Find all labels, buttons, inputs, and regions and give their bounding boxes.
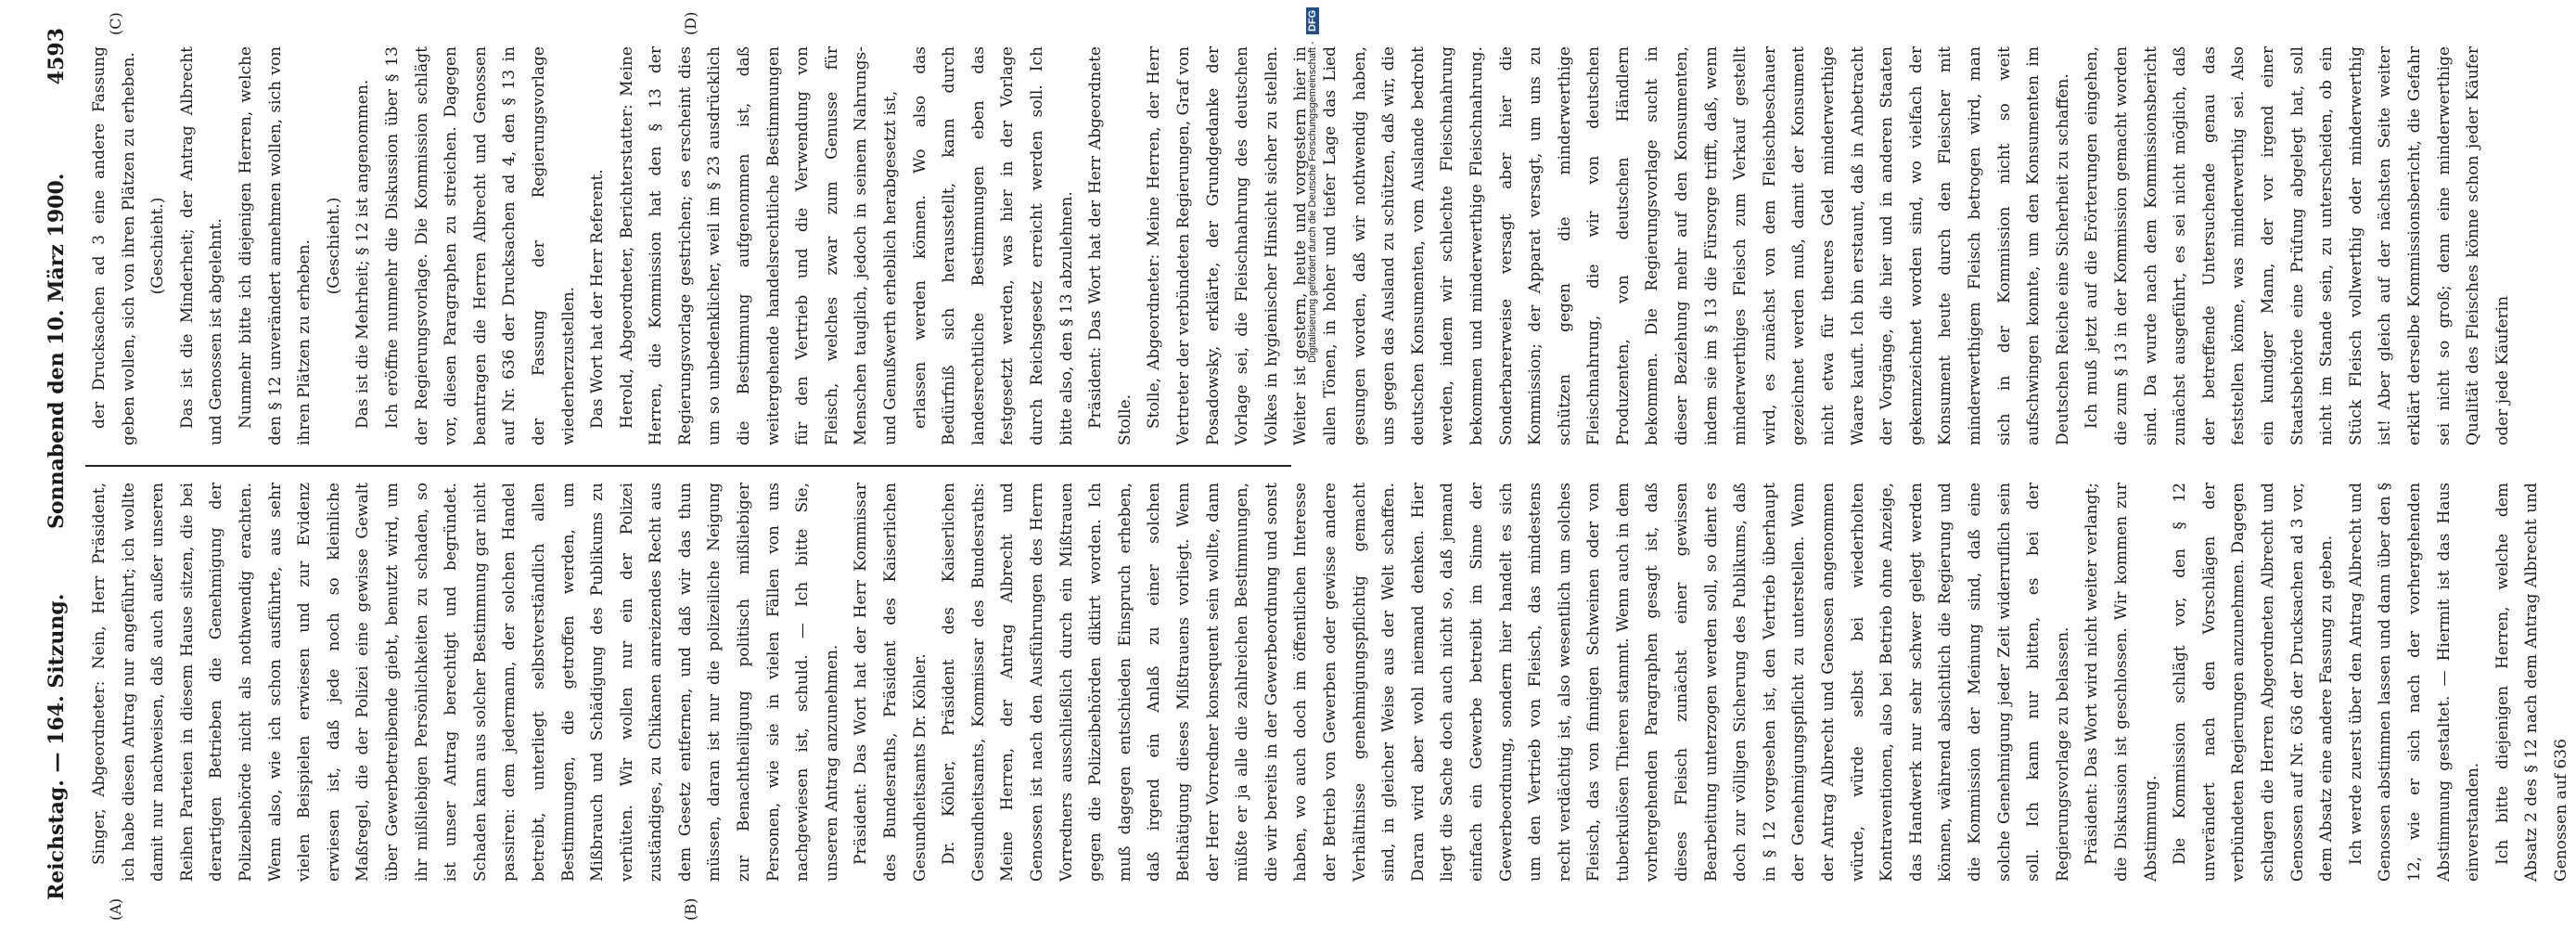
digitization-credit (1306, 7, 1328, 564)
paragraph: Präsident: Das Wort hat der Herr Abgeordnete Stolle. (1086, 46, 1134, 445)
page-number: 4593 (45, 28, 69, 85)
dfg-logo: DFG (1306, 7, 1319, 34)
paragraph: Ich eröffne nunmehr die Diskussion über § 13 der Regierungsvorlage. Die Kommission schlägt vor, diesen Paragraphen zu streichen. Dagegen beantragen die Herren Albrecht und Genossen auf Nr. 636 der Drucksachen ad 4, den § 13 in der Fassung der Regierungsvorlage wiederherzustellen. (382, 46, 578, 445)
paragraph: Präsident: Das Wort hat der Herr Kommissar des Bundesraths, Präsident des Kaiserlichen Gesundheitsamts Dr. Köhler. (852, 483, 929, 882)
paragraph: Das ist die Minderheit; der Antrag Albrecht und Genossen ist abgelehnt. (177, 46, 226, 445)
paragraph: erlassen werden können. Wo also das Bedürfniß sich herausstellt, kann durch landesrechtliche Bestimmungen eben das festgesetzt werden, was hier in der Vorlage durch Reichsgesetz erreicht werden soll. Ich bitte also, den § 13 abzulehnen. (910, 46, 1076, 445)
paragraph: Singer, Abgeordneter: Nein, Herr Präsident, ich habe diesen Antrag nur angeführt; ich wollte damit nur nachweisen, daß auch außer unseren Reihen Parteien in diesem Hause sitzen, die bei derartigen Betrieben die Genehmigung der Polizeibehörde nicht als nothwendig erachten. Wenn also, wie ich schon ausführte, aus sehr vielen Beispielen erwiesen und zur Evidenz erwiesen ist, daß jede noch so kleinliche Maßregel, die der Polizei eine gewisse Gewalt über Gewerbetreibende giebt, benutzt wird, um ihr mißliebigen Persönlichkeiten zu schaden, so ist unser Antrag berechtigt und begründet. Schaden kann aus solcher Bestimmung gar nicht passiren: dem jedermann, der solchen Handel betreibt, unterliegt selbstverständlich allen Bestimmungen, die getroffen werden, um Mißbrauch und Schädigung des Publikums zu verhüten. Wir wollen nur ein der Polizei zuständiges, zu Chikanen anreizendes Recht aus dem Gesetz entfernen, und daß wir das thun müssen, daran ist nur die polizeiliche Neigung zur Benachtheiligung politisch mißliebiger Personen, wie sie in vielen Fällen von uns nachgewiesen ist, schuld. — Ich bitte Sie, unseren Antrag anzunehmen. (90, 483, 841, 882)
margin-marker-d: (D) (682, 11, 699, 35)
paragraph: Präsident: Das Wort wird nicht weiter verlangt; die Diskussion ist geschlossen. Wir kommen zur Abstimmung. (2083, 483, 2160, 882)
paragraph: Das Wort hat der Herr Referent. (588, 169, 608, 429)
paragraph: Die Kommission schlägt vor, den § 12 unverändert nach den Vorschlägen der verbündeten Regierungen anzunehmen. Dagegen schlagen die Herren Abgeordneten Albrecht und Genossen auf Nr. 636 der Drucksachen ad 3 vor, dem Absatz eine andere Fassung zu geben. (2171, 483, 2337, 882)
paragraph: Herold, Abgeordneter, Berichterstatter: Meine Herren, die Kommission hat den § 13 der Regierungsvorlage gestrichen; es erscheint dies um so unbedenklicher, weil im § 23 ausdrücklich die Bestimmung aufgenommen ist, daß weitergehende handelsrechtliche Bestimmungen für den Vertrieb und die Verwendung von Fleisch, welches zwar zum Genusse für Menschen tauglich, jedoch in seinem Nahrungs- und Genußwerth erheblich herabgesetzt ist, (617, 46, 901, 445)
column-right (85, 46, 2518, 445)
stage-direction: (Geschieht.) (324, 197, 343, 295)
paragraph: Stolle, Abgeordneter: Meine Herren, der Herr Vertreter der verbündeten Regierungen, Graf von Posadowsky, erklärte, der Grundgedanke der Vorlage sei, die Fleischnahrung des deutschen Volkes in hygienischer Hinsicht sicher zu stellen. Weiter ist gestern, heute und vorgestern hier in allen Tönen, in hoher und tiefer Lage das Lied gesungen worden, daß wir nothwendig haben, uns gegen das Ausland zu schützen, daß wir, die deutschen Konsumenten, vom Auslande bedroht werden, indem wir schlechte Fleischnahrung bekommen und minderwerthige Fleischnahrung. Sonderbarerweise versagt aber hier die Kommission; der Apparat versagt, um uns zu schützen gegen die minderwerthige Fleischnahrung, die wir von deutschen Produzenten, von deutschen Händlern bekommen. Die Regierungsvorlage sucht in dieser Beziehung mehr auf den Konsumenten, indem sie im § 13 die Fürsorge trifft, daß, wenn minderwerthiges Fleisch zum Verkauf gestellt wird, es zunächst von dem Fleischbeschauer gezeichnet werden muß, damit der Konsument nicht etwa für theures Geld minderwerthige Waare kauft. Ich bin erstaunt, daß in Anbetracht der Vorgänge, die hier und in anderen Staaten gekennzeichnet worden sind, wo vielfach der Konsument heute durch den Fleischer mit minderwerthigem Fleisch betrogen wird, man sich in der Kommission nicht so weit aufschwingen konnte, um den Konsumenten im Deutschen Reiche eine Sicherheit zu schaffen. (1145, 46, 2072, 445)
margin-marker-c: (C) (107, 12, 124, 35)
credit-text: Digitalisierung gefördert durch die Deutsche Forschungsgemeinschaft - (1307, 41, 1318, 363)
paragraph: der Drucksachen ad 3 eine andere Fassung geben wollen, sich von ihren Plätzen zu erheben. (90, 46, 138, 445)
margin-marker-a: (A) (107, 897, 124, 921)
header-left: Reichstag. — 164. Sitzung. (45, 593, 69, 900)
paragraph: Dr. Köhler, Präsident des Kaiserlichen Gesundheitsamts, Kommissar des Bundesraths: Meine Herren, der Antrag Albrecht und Genossen ist nach den Ausführungen des Herrn Vorredners ausschließlich durch ein Mißtrauen gegen die Polizeibehörden diktirt worden. Ich muß dagegen entschieden Einspruch erheben, daß irgend ein Anlaß zu einer solchen Bethätigung dieses Mißtrauens vorliegt. Wenn der Herr Vorredner konsequent sein wollte, dann müßte er ja alle die zahlreichen Bestimmungen, die wir bereits in der Gewerbeordnung und sonst haben, wo auch doch im öffentlichen Interesse der Betrieb von Gewerben oder gewisse andere Verhältnisse genehmigungspflichtig gemacht sind, in gleicher Weise aus der Welt schaffen. Daran wird aber wohl niemand denken. Hier liegt die Sache doch auch nicht so, daß jemand einfach ein Gewerbe betreibt im Sinne der Gewerbeordnung, sondern hier handelt es sich um den Vertrieb von Fleisch, das mindestens recht verdächtig ist, also wesentlich um solches Fleisch, das von finnigen Schweinen oder von tuberkulösen Thieren stammt. Wenn auch in dem vorhergehenden Paragraphen gesagt ist, daß dieses Fleisch zunächst einer gewissen Bearbeitung unterzogen werden soll, so dient es doch zur völligen Sicherung des Publikums, daß in § 12 vorgesehen ist, den Vertrieb überhaupt der Genehmigungspflicht zu unterstellen. Wenn der Antrag Albrecht und Genossen angenommen würde, würde selbst bei wiederholten Kontraventionen, also bei Betrieb ohne Anzeige, das Handwerk nur sehr schwer gelegt werden können, während absichtlich die Regierung und die Kommission der Meinung sind, daß eine solche Genehmigung jeder Zeit widerruflich sein soll. Ich kann nur bitten, es bei der Regierungsvorlage zu belassen. (940, 483, 2072, 882)
paragraph: Ich muß jetzt auf die Erörterungen eingehen, die zum § 13 in der Kommission gemacht worden sind. Da wurde nach dem Kommissionsbericht zunächst ausgeführt, es sei nicht möglich, daß der betreffende Untersuchende genau das feststellen könne, was minderwerthig sei. Also ein kundiger Mann, der vor irgend einer Staatsbehörde eine Prüfung abgelegt hat, soll nicht im Stande sein, zu unterscheiden, ob ein Stück Fleisch vollwerthig oder minderwerthig ist! Aber gleich auf der nächsten Seite weiter erklärt derselbe Kommissionsbericht, die Gefahr sei nicht so groß; denn eine minderwerthige Qualität des Fleisches könne schon jeder Käufer oder jede Käuferin (2083, 46, 2512, 445)
stage-direction: (Geschieht.) (148, 197, 168, 295)
column-left (85, 483, 2576, 882)
paragraph: Das ist die Mehrheit; § 12 ist angenommen. (353, 79, 373, 429)
header-date: Sonnabend den 10. März 1900. (45, 173, 69, 529)
page-header (37, 28, 69, 900)
paragraph: Ich bitte diejenigen Herren, welche dem Absatz 2 des § 12 nach dem Antrag Albrecht und Genossen auf 636 (2493, 483, 2570, 882)
paragraph: Ich werde zuerst über den Antrag Albrecht und Genossen abstimmen lassen und dann über den § 12, wie er sich nach der vorhergehenden Abstimmung gestaltet. — Hiermit ist das Haus einverstanden. (2346, 483, 2483, 882)
paragraph: Nunmehr bitte ich diejenigen Herren, welche den § 12 unverändert annehmen wollen, sich von ihren Plätzen zu erheben. (236, 46, 314, 445)
margin-marker-b: (B) (682, 897, 699, 921)
column-divider (85, 465, 1291, 467)
